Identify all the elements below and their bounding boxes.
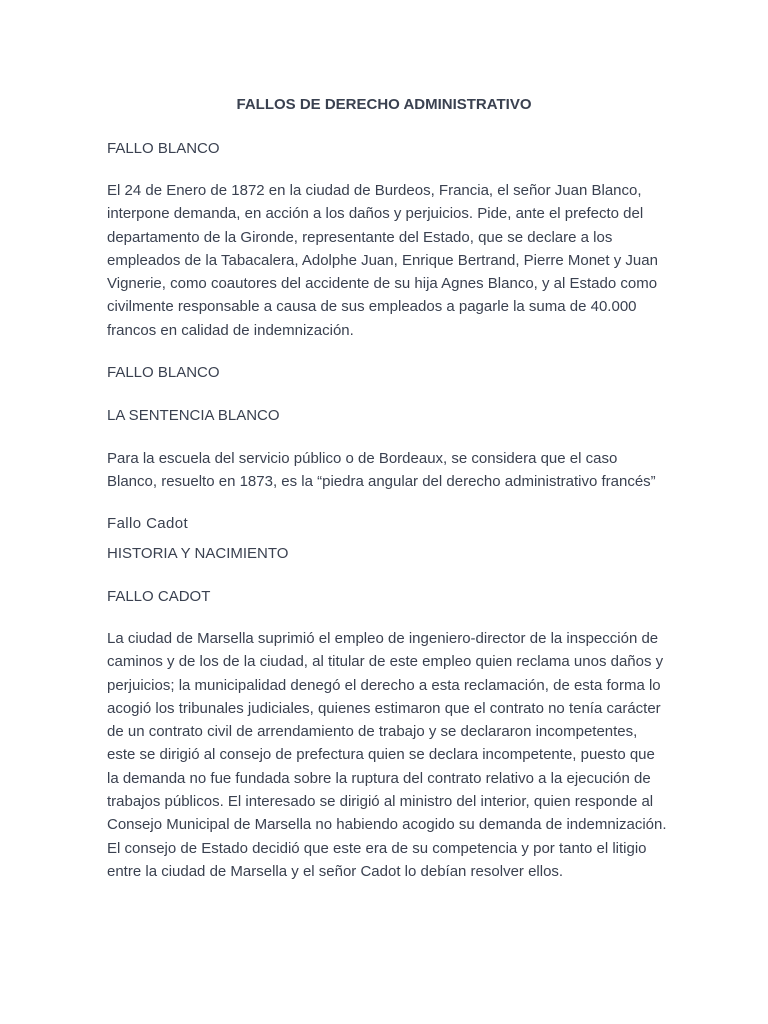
paragraph-fallo-cadot: La ciudad de Marsella suprimió el empleo de ingeniero-director de la inspección de caminos y de los de la ciudad, al titular de este empleo quien reclama unos daños y perjuicios; la municipalidad denegó el derecho a esta reclamación, de esta forma lo acogió los tribunales judiciales, quienes estimaron que el contrato no tenía carácter de un contrato civil de arrendamiento de trabajo y se declararon incompetentes, este se dirigió al consejo de prefectura quien se declara incompetente, puesto que la demanda no fue fundada sobre la ruptura del contrato relativo a la ejecución de trabajos públicos. El interesado se dirigió al ministro del interior, quien responde al Consejo Municipal de Marsella no habiendo acogido su demanda de indemnización. El consejo de Estado decidió que este era de su competencia y por tanto el litigio entre la ciudad de Marsella y el señor Cadot lo debían resolver ellos. xyxy=(107,630,667,880)
heading-historia-nacimiento: HISTORIA Y NACIMIENTO xyxy=(107,545,289,562)
heading-fallo-blanco-repeat: FALLO BLANCO xyxy=(107,364,220,381)
heading-fallo-cadot: FALLO CADOT xyxy=(107,588,211,605)
paragraph-fallo-blanco: El 24 de Enero de 1872 en la ciudad de Burdeos, Francia, el señor Juan Blanco, interpone demanda, en acción a los daños y perjuicios. Pide, ante el prefecto del departamento de la Gironde, representante del Estado, que se declare a los empleados de la Tabacalera, Adolphe Juan, Enrique Bertrand, Pierre Monet y Juan Vignerie, como coautores del accidente de su hija Agnes Blanco, y al Estado como civilmente responsable a causa de sus empleados a pagarle la suma de 40.000 francos en calidad de indemnización. xyxy=(107,182,658,339)
document-title: FALLOS DE DERECHO ADMINISTRATIVO xyxy=(236,96,532,113)
heading-fallo-blanco: FALLO BLANCO xyxy=(107,140,220,157)
heading-sentencia-blanco: LA SENTENCIA BLANCO xyxy=(107,407,280,424)
paragraph-escuela-servicio-publico: Para la escuela del servicio público o de Bordeaux, se considera que el caso Blanco, resuelto en 1873, es la “piedra angular del derecho administrativo francés” xyxy=(107,450,656,491)
heading-fallo-cadot-title: Fallo Cadot xyxy=(107,515,189,532)
